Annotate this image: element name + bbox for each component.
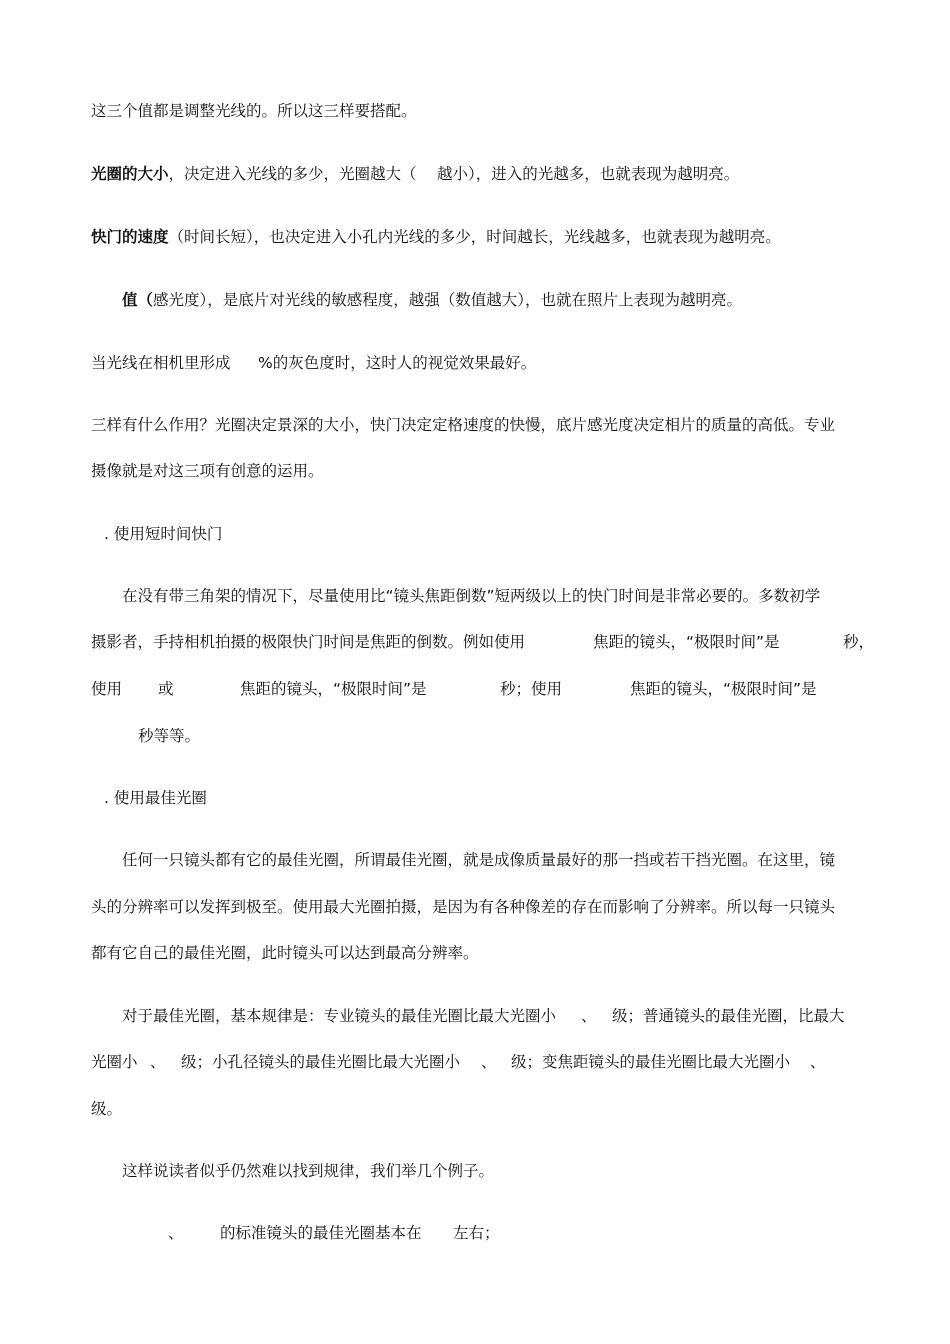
text-segment: 光圈小 xyxy=(91,1053,138,1071)
paragraph-best-aperture-line1: 任何一只镜头都有它的最佳光圈，所谓最佳光圈，就是成像质量最好的那一挡或若干挡光圈。在这里，镜 xyxy=(122,851,836,869)
text-segment: 、 xyxy=(810,1053,826,1071)
text-segment: 秒等等。 xyxy=(138,727,201,745)
text-segment: 秒；使用 xyxy=(500,680,563,698)
term-aperture-size: 光圈的大小 xyxy=(91,165,169,183)
paragraph-shutter-tip-line1: 在没有带三角架的情况下，尽量使用比“镜头焦距倒数”短两级以上的快门时间是非常必要的。多数初学 xyxy=(122,587,821,605)
text-segment: 级；变焦距镜头的最佳光圈比最大光圈小 xyxy=(511,1053,791,1071)
term-iso-value: 值（ xyxy=(122,291,154,309)
text-segment: 秒， xyxy=(843,633,875,651)
section-heading-best-aperture: . 使用最佳光圈 xyxy=(104,789,207,807)
term-shutter-speed: 快门的速度 xyxy=(91,228,169,246)
text-segment: 对于最佳光圈，基本规律是：专业镜头的最佳光圈比最大光圈小 xyxy=(122,1007,557,1025)
paragraph-best-aperture-line2: 头的分辨率可以发挥到极至。使用最大光圈拍摄，是因为有各种像差的存在而影响了分辨率。所以每一只镜头 xyxy=(91,898,836,916)
text-segment: 摄影者，手持相机拍摄的极限快门时间是焦距的倒数。例如使用 xyxy=(91,633,526,651)
paragraph-intro: 这三个值都是调整光线的。所以这三样要搭配。 xyxy=(91,102,417,120)
text-segment: 焦距的镜头，“极限时间”是 xyxy=(630,680,817,698)
text-segment: 当光线在相机里形成 xyxy=(91,354,231,372)
text-segment: 、 xyxy=(481,1053,497,1071)
text-segment: 、 xyxy=(581,1007,597,1025)
text-segment: 、 xyxy=(168,1224,184,1242)
paragraph-iso xyxy=(122,289,742,311)
text-segment: 越小），进入的光越多，也就表现为越明亮。 xyxy=(437,165,740,183)
text-segment: （时间长短），也决定进入小孔内光线的多少，时间越长，光线越多，也就表现为越明亮。 xyxy=(168,228,781,246)
text-segment: 级；普通镜头的最佳光圈，比最大 xyxy=(612,1007,845,1025)
paragraph-best-aperture-line3: 都有它自己的最佳光圈，此时镜头可以达到最高分辨率。 xyxy=(91,944,479,962)
paragraph-shutter xyxy=(91,226,781,248)
section-heading-short-shutter: . 使用短时间快门 xyxy=(104,525,223,543)
text-segment: ，决定进入光线的多少，光圈越大（ xyxy=(168,165,417,183)
text-segment: 左右； xyxy=(453,1224,500,1242)
paragraph-three-elements-line1: 三样有什么作用？光圈决定景深的大小，快门决定定格速度的快慢，底片感光度决定相片的质量的高低。专业 xyxy=(91,416,836,434)
text-segment: 或 xyxy=(158,680,174,698)
text-segment: 使用 xyxy=(91,680,123,698)
text-segment: 感光度），是底片对光线的敏感程度，越强（数值越大），也就在照片上表现为越明亮。 xyxy=(153,291,743,309)
paragraph-examples-intro: 这样说读者似乎仍然难以找到规律，我们举几个例子。 xyxy=(122,1162,495,1180)
text-segment: 焦距的镜头，“极限时间”是 xyxy=(240,680,427,698)
text-segment: %的灰色度时，这时人的视觉效果最好。 xyxy=(258,354,537,372)
paragraph-three-elements-line2: 摄像就是对这三项有创意的运用。 xyxy=(91,462,324,480)
text-segment: 级；小孔径镜头的最佳光圈比最大光圈小 xyxy=(181,1053,461,1071)
text-segment: 焦距的镜头，“极限时间”是 xyxy=(593,633,780,651)
text-segment: 、 xyxy=(150,1053,166,1071)
text-segment: 的标准镜头的最佳光圈基本在 xyxy=(220,1224,422,1242)
paragraph-aperture xyxy=(91,163,417,185)
paragraph-best-aperture-rule-line3: 级。 xyxy=(91,1100,123,1118)
